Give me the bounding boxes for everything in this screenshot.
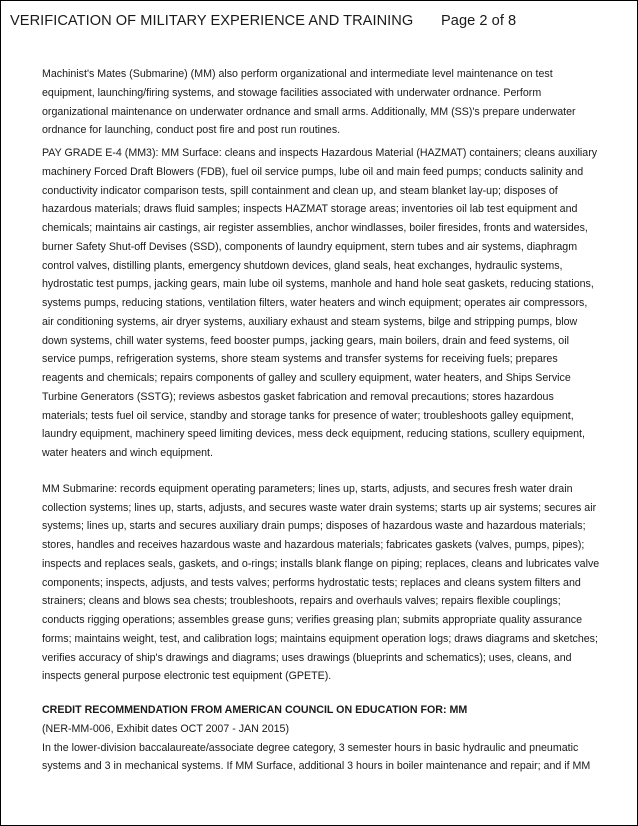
- page-header: [10, 13, 610, 35]
- pay-grade-paragraph: PAY GRADE E-4 (MM3): MM Surface: cleans and inspects Hazardous Material (HAZMAT) containers; cleans auxiliary machinery Forced Draft Blowers (FDB), fuel oil service pumps, lube oil and main feed pumps; conducts salinity and conductivity indicator comparison tests, spill containment and clean up, and steam blanket lay-up; disposes of hazardous materials; draws fluid samples; inspects HAZMAT storage areas; inventories oil lab test equipment and chemicals; maintains air castings, air register assemblies, anchor windlasses, boiler firesides, fronts and watersides, burner Safety Shut-off Devises (SSD), components of laundry equipment, stern tubes and air systems, diaphragm control valves, distilling plants, emergency shutdown devices, gland seals, heat exchanges, hydraulic systems, hydrostatic test pumps, jacking gears, main lube oil systems, manhole and hand hole seat gaskets, reducing stations, systems pumps, reducing stations, ventilation filters, water heaters and winch equipment; operates air compressors, air conditioning systems, air dryer systems, auxiliary exhaust and steam systems, bilge and stripping pumps, blow down systems, chill water systems, feed booster pumps, jacking gears, main boilers, drain and feed systems, oil service pumps, refrigeration systems, shore steam systems and transfer systems for receiving fuels; prepares reagents and chemicals; repairs components of galley and scullery equipment, water heaters, and Ships Service Turbine Generators (SSTG); reviews asbestos gasket fabrication and removal precautions; stores hazardous materials; tests fuel oil service, standby and storage tanks for presence of water; troubleshoots galley equipment, laundry equipment, machinery speed limiting devices, mess deck equipment, reducing stations, scullery equipment, water heaters and winch equipment.: [42, 147, 598, 459]
- page-number: Page 2 of 8: [441, 13, 517, 29]
- submarine-paragraph: MM Submarine: records equipment operating parameters; lines up, starts, adjusts, and secures fresh water drain collection systems; lines up, starts, adjusts, and secures waste water drain systems; starts up air systems; secures air systems; lines up, starts and secures auxiliary drain pumps; disposes of hazardous waste and hazardous materials; stores, handles and receives hazardous waste and hazardous materials; fabricates gaskets (valves, pumps, pipes); inspects and replaces seals, gaskets, and o-rings; installs blank flange on piping; replaces, cleans and lubricates valve components; inspects, adjusts, and tests valves; performs hydrostatic tests; replaces and cleans system filters and strainers; cleans and blows sea chests; troubleshoots, repairs and overhauls valves; repairs flexible couplings; conducts rigging operations; assembles grease guns; verifies greasing plan; submits appropriate quality assurance forms; maintains weight, test, and calibration logs; maintains equipment operation logs; draws diagrams and sketches; verifies accuracy of ship's drawings and diagrams; uses drawings (blueprints and schematics); uses, cleans, and inspects general purpose electronic test equipment (GPETE).: [42, 482, 600, 683]
- credit-heading: CREDIT RECOMMENDATION FROM AMERICAN COUNCIL ON EDUCATION FOR: MM: [42, 704, 468, 716]
- document-title: VERIFICATION OF MILITARY EXPERIENCE AND TRAINING: [10, 13, 414, 29]
- document-body: [42, 65, 600, 776]
- credit-reference: (NER-MM-006, Exhibit dates OCT 2007 - JAN 2015): [42, 722, 289, 735]
- intro-paragraph: Machinist's Mates (Submarine) (MM) also perform organizational and intermediate level maintenance on test equipment, launching/firing systems, and stowage facilities associated with underwater ordnance. Perform organizational maintenance on underwater ordnance and small arms. Additionally, MM (SS)'s prepare underwater ordnance for launching, conduct post fire and post run routines.: [42, 68, 576, 137]
- credit-paragraph: In the lower-division baccalaureate/associate degree category, 3 semester hours in basic hydraulic and pneumatic systems and 3 in mechanical systems. If MM Surface, additional 3 hours in boiler maintenance and repair; and if MM: [42, 741, 591, 773]
